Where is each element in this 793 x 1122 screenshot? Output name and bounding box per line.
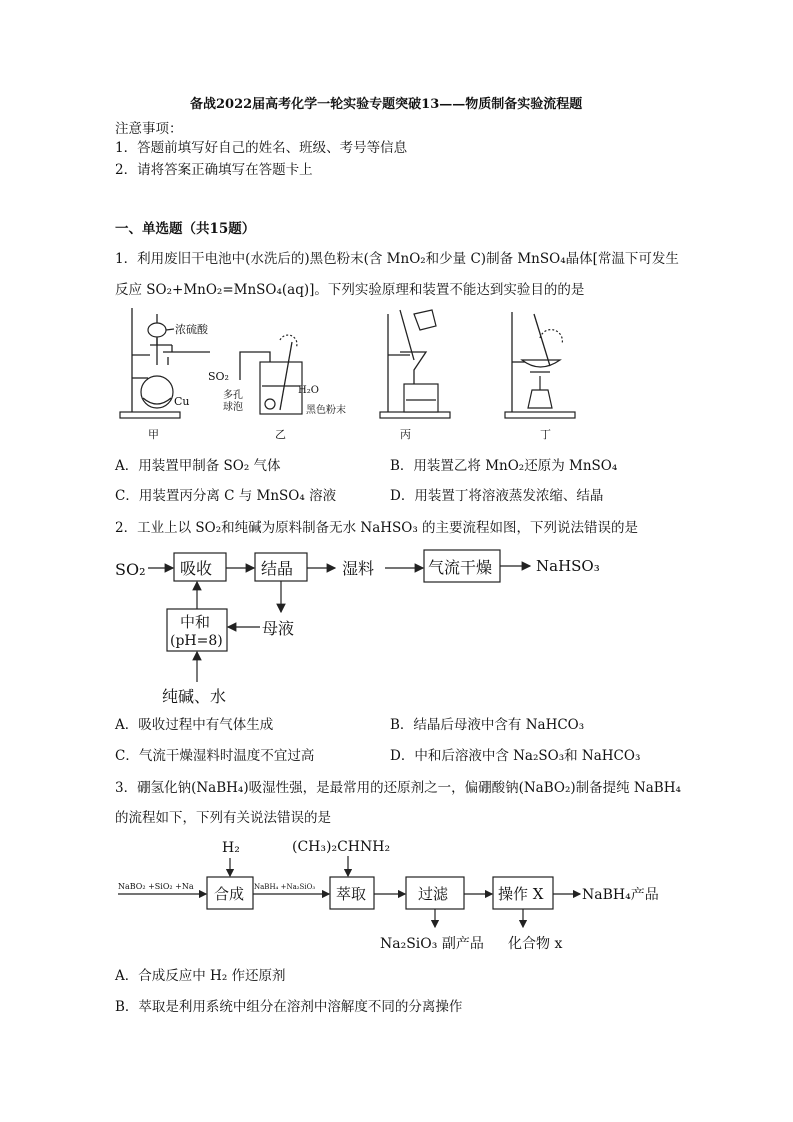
q1-stem-line2: 反应 SO₂+MnO₂=MnSO₄(aq)]。下列实验原理和装置不能达到实验目的的是 (115, 282, 585, 298)
q1-stem-line1: 1．利用废旧干电池中(水洗后的)黑色粉末(含 MnO₂和少量 C)制备 MnSO₄晶体[常温下可发生 (115, 251, 679, 267)
label-ding: 丁 (540, 428, 551, 441)
q1-apparatus-figure (110, 300, 590, 450)
flow2-feed: 纯碱、水 (162, 687, 227, 706)
flow3-byproduct: Na₂SiO₃ 副产品 (380, 936, 484, 952)
flow3-product: NaBH₄产品 (582, 887, 659, 903)
apparatus-bing (380, 310, 450, 418)
flow3-amine: (CH₃)₂CHNH₂ (292, 839, 391, 855)
flow3-extract: 萃取 (336, 885, 367, 903)
q2-flow-diagram (110, 542, 630, 707)
flow2-absorb: 吸收 (180, 559, 213, 578)
section-heading: 一、单选题（共15题） (115, 221, 256, 237)
flow3-h2: H₂ (222, 840, 240, 856)
q1-option-b: B．用装置乙将 MnO₂还原为 MnSO₄ (390, 458, 618, 474)
label-bing: 丙 (400, 428, 411, 441)
flow2-crystal: 结晶 (261, 559, 294, 578)
apparatus-ding (505, 312, 575, 418)
label-yi: 乙 (275, 428, 286, 441)
flow2-neutral-1: 中和 (180, 613, 211, 631)
label-conc-acid: 浓硫酸 (175, 323, 208, 336)
flow3-filter: 过滤 (418, 885, 449, 903)
flow2-product: NaHSO₃ (536, 557, 600, 575)
flow3-feed: NaBO₂ +SiO₂ +Na (118, 882, 194, 891)
flow2-neutral-2: (pH=8) (170, 633, 223, 649)
flow3-synth: 合成 (214, 885, 245, 903)
q2-option-a: A．吸收过程中有气体生成 (115, 717, 274, 733)
notes-heading: 注意事项： (115, 121, 183, 137)
flow2-so2: SO₂ (115, 560, 146, 579)
label-h2o: H₂O (298, 385, 319, 396)
q2-option-b: B．结晶后母液中含有 NaHCO₃ (390, 717, 585, 733)
label-so2-gas: SO₂ (208, 370, 229, 383)
q2-stem: 2．工业上以 SO₂和纯碱为原料制备无水 NaHSO₃ 的主要流程如图，下列说法错误的是 (115, 520, 639, 536)
label-black-powder: 黑色粉末 (306, 405, 346, 416)
label-cu: Cu (174, 395, 190, 408)
note-item-1: 1．答题前填写好自己的姓名、班级、考号等信息 (115, 140, 408, 156)
page-title: 备战2022届高考化学一轮实验专题突破13——物质制备实验流程题 (190, 97, 583, 112)
flow3-compound: 化合物 x (508, 936, 563, 952)
q3-stem-line1: 3．硼氢化钠(NaBH₄)吸湿性强，是最常用的还原剂之一，偏硼酸钠(NaBO₂)制备提纯 NaBH₄ (115, 780, 681, 796)
q1-option-c: C．用装置丙分离 C 与 MnSO₄ 溶液 (115, 488, 337, 504)
flow2-wet: 湿料 (342, 559, 375, 578)
q1-option-d: D．用装置丁将溶液蒸发浓缩、结晶 (390, 488, 604, 504)
label-bubble-2: 球泡 (223, 402, 243, 413)
apparatus-jia (120, 308, 182, 418)
q1-option-a: A．用装置甲制备 SO₂ 气体 (115, 458, 281, 474)
flow3-opx: 操作 X (498, 885, 544, 903)
note-item-2: 2．请将答案正确填写在答题卡上 (115, 162, 313, 178)
flow2-dry: 气流干燥 (428, 558, 493, 577)
q3-option-b: B．萃取是利用系统中组分在溶剂中溶解度不同的分离操作 (115, 999, 463, 1015)
label-jia: 甲 (148, 428, 159, 441)
q2-option-d: D．中和后溶液中含 Na₂SO₃和 NaHCO₃ (390, 748, 641, 764)
apparatus-yi (260, 335, 302, 414)
q3-stem-line2: 的流程如下，下列有关说法错误的是 (115, 810, 331, 826)
q2-option-c: C．气流干燥湿料时温度不宜过高 (115, 748, 315, 764)
flow3-mid: NaBH₄ +Na₂SiO₃ (254, 883, 316, 891)
flow2-mother: 母液 (262, 619, 295, 638)
label-bubble-1: 多孔 (223, 390, 243, 401)
q3-flow-diagram (110, 832, 680, 957)
q3-option-a: A．合成反应中 H₂ 作还原剂 (115, 968, 286, 984)
